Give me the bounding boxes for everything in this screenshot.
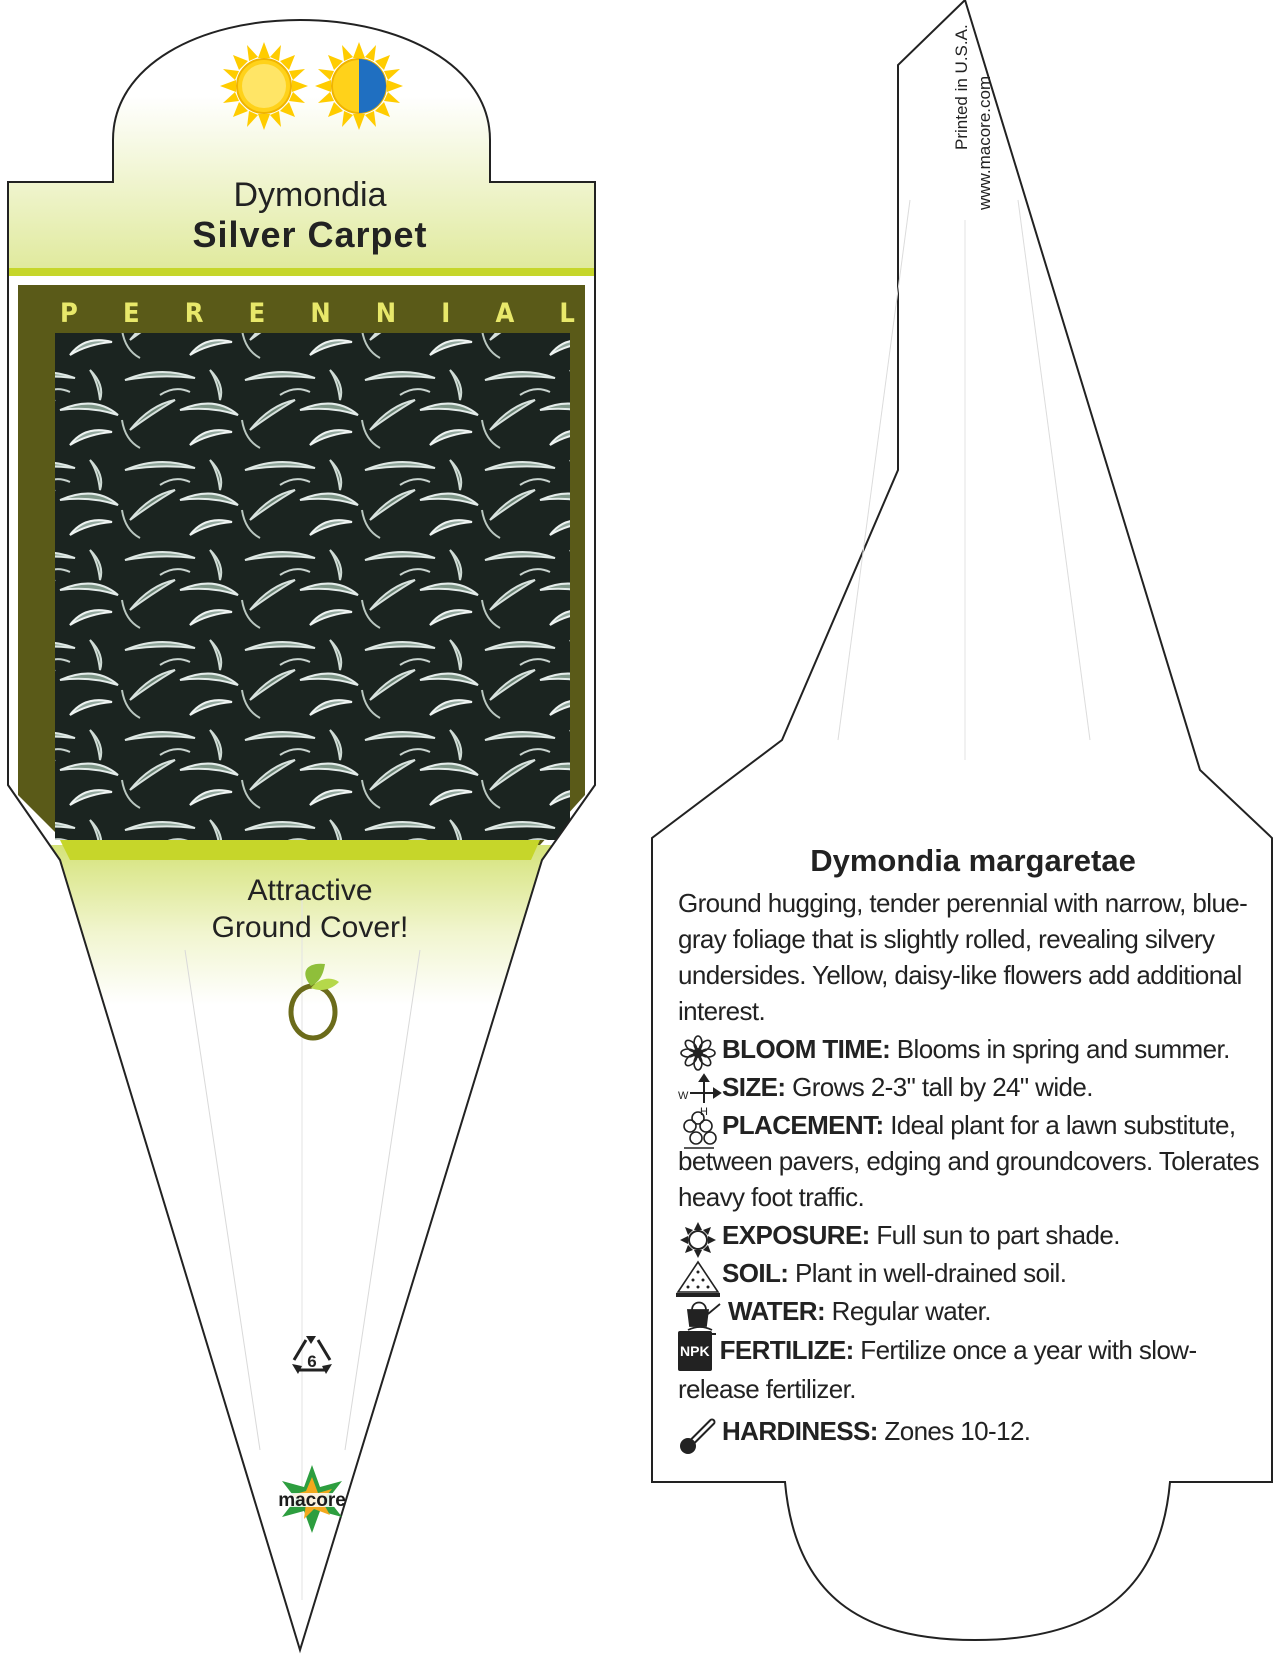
care-text: Plant in well-drained soil. (794, 1258, 1067, 1288)
care-row-placement (678, 1107, 1268, 1215)
svg-text:H: H (700, 1106, 708, 1118)
plant-photo (55, 333, 570, 840)
care-label: WATER: (728, 1296, 826, 1326)
care-label: SIZE: (722, 1072, 786, 1102)
category-letter: A (495, 298, 515, 329)
tagline (130, 872, 490, 946)
care-text: Regular water. (831, 1296, 991, 1326)
care-text: Blooms in spring and summer. (896, 1034, 1230, 1064)
recycle-code: 6 (307, 1352, 317, 1371)
brand-logo-text: macore (278, 1490, 346, 1511)
care-text: Grows 2-3" tall by 24" wide. (792, 1072, 1093, 1102)
care-row-water (678, 1293, 1268, 1329)
category-letter: N (310, 298, 331, 329)
category-letter: E (248, 298, 266, 329)
care-label: HARDINESS: (722, 1416, 878, 1446)
care-row-exposure (678, 1217, 1268, 1253)
care-label: BLOOM TIME: (722, 1034, 891, 1064)
care-row-hardiness (678, 1413, 1268, 1449)
full-sun-icon (220, 42, 308, 130)
botanical-name: Dymondia margaretae (810, 843, 1136, 878)
care-text: Fertilize once a year with slow-release fertilizer. (678, 1335, 1197, 1404)
common-name: Dymondia (233, 176, 387, 214)
care-row-bloom (678, 1031, 1268, 1067)
website-label: www.macore.com (975, 75, 994, 210)
part-shade-icon (315, 42, 403, 130)
care-label: EXPOSURE: (722, 1220, 870, 1250)
care-text: Zones 10-12. (884, 1416, 1031, 1446)
care-label: PLACEMENT: (722, 1110, 884, 1140)
variety-name: Silver Carpet (192, 214, 428, 255)
category-letter: E (122, 298, 140, 329)
care-row-size (678, 1069, 1268, 1105)
svg-text:W: W (678, 1090, 689, 1102)
printed-in-label: Printed in U.S.A. (952, 24, 971, 150)
care-text: Full sun to part shade. (876, 1220, 1120, 1250)
care-label: FERTILIZE: (719, 1335, 854, 1365)
category-letter: P (60, 298, 78, 329)
care-row-soil (678, 1255, 1268, 1291)
care-text: Ideal plant for a lawn substitute, between pavers, edging and groundcovers. Tolerates heavy foot traffic. (678, 1110, 1259, 1212)
category-label (60, 298, 575, 332)
plant-description: Ground hugging, tender perennial with narrow, blue-gray foliage that is slightly rolled, revealing silvery undersides. Yellow, daisy-like flowers add additional interest. (678, 888, 1248, 1026)
category-letter: N (375, 298, 397, 329)
care-row-fertilize (678, 1331, 1268, 1407)
category-letter: I (441, 298, 451, 329)
care-panel (678, 843, 1268, 1449)
care-label: SOIL: (722, 1258, 789, 1288)
category-letter: R (184, 298, 204, 329)
tagline-line: Ground Cover! (211, 911, 409, 944)
npk-icon: NPK (678, 1331, 712, 1371)
category-letter: L (559, 298, 575, 329)
tagline-line: Attractive (247, 874, 373, 907)
